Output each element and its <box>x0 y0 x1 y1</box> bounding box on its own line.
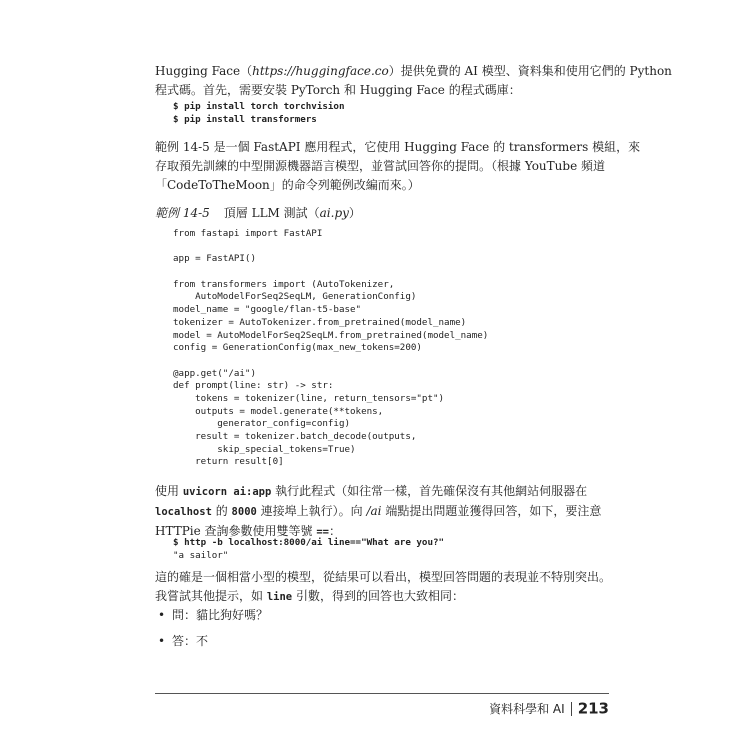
code-line <box>173 241 488 254</box>
code-line <box>173 355 488 368</box>
bullet-icon: • <box>158 608 166 622</box>
code-line: generator_config=config) <box>173 418 351 430</box>
http-command: $ http -b localhost:8000/ai line=="What are you?" <box>173 537 445 548</box>
code-line: result = tokenizer.batch_decode(outputs, <box>173 431 417 442</box>
code-line: @app.get("/ai") <box>173 367 256 379</box>
page-number: 213 <box>577 699 609 718</box>
bullet-text: 問：貓比狗好嗎？ <box>172 608 269 622</box>
caption-filename: ai.py <box>319 206 349 220</box>
page-footer <box>489 698 609 718</box>
code-line: return result[0] <box>173 456 284 468</box>
http-response: "a sailor" <box>173 549 229 561</box>
intro-paragraph <box>155 62 672 100</box>
footer-divider <box>155 693 609 694</box>
intro-text-a: Hugging Face（ <box>155 64 253 78</box>
example-intro-line: 範例 14-5 是一個 FastAPI 應用程式，它使用 Hugging Face 的 transformers 模組，來 <box>155 140 641 154</box>
uvicorn-command: uvicorn ai:app <box>182 486 272 498</box>
conclusion-line: 這的確是一個相當小型的模型，從結果可以看出，模型回答問題的表現並不特別突出。 <box>155 570 612 584</box>
list-item <box>158 606 268 623</box>
intro-text-b: ）提供免費的 AI 模型、資料集和使用它們的 Python <box>388 64 672 78</box>
code-line: AutoModelForSeq2SeqLM, GenerationConfig) <box>173 291 417 303</box>
http-code-block <box>173 537 444 562</box>
code-line: tokens = tokenizer(line, return_tensors="pt") <box>173 392 445 404</box>
example-intro-line: 「CodeToTheMoon」的命令列範例改編而來。） <box>155 178 420 192</box>
line-arg-code: line <box>266 591 293 603</box>
bullet-text: 答：不 <box>172 634 209 648</box>
run-text: 使用 <box>155 484 183 498</box>
footer-separator <box>571 702 572 716</box>
code-line: config = GenerationConfig(max_new_tokens=200) <box>173 342 422 354</box>
code-line: from transformers import (AutoTokenizer, <box>173 278 395 290</box>
run-text: 連接埠上執行）。向 <box>256 504 367 518</box>
code-line: model_name = "google/flan-t5-base" <box>173 304 362 316</box>
install-code-block <box>173 101 344 126</box>
code-line: app = FastAPI() <box>173 253 256 265</box>
example-intro-paragraph <box>155 138 641 195</box>
code-line <box>173 266 488 279</box>
conclusion-text: 我嘗試其他提示，如 <box>155 589 267 603</box>
install-command: $ pip install torch torchvision <box>173 101 345 112</box>
endpoint-path: /ai <box>366 504 382 518</box>
run-text: 的 <box>211 504 232 518</box>
code-line: outputs = model.generate(**tokens, <box>173 405 384 417</box>
caption-close: ） <box>348 206 361 220</box>
bullet-icon: • <box>158 634 166 648</box>
huggingface-url: https://huggingface.co <box>252 64 389 78</box>
localhost-code: localhost <box>155 506 212 518</box>
double-equals-code: == <box>316 526 329 538</box>
code-listing <box>173 228 488 469</box>
conclusion-paragraph <box>155 568 610 607</box>
conclusion-text: 引數，得到的回答也大致相同： <box>292 589 464 603</box>
intro-line-2: 程式碼。首先，需要安裝 PyTorch 和 Hugging Face 的程式碼庫： <box>155 83 521 97</box>
run-line-1 <box>155 482 610 502</box>
example-caption <box>155 204 361 221</box>
chapter-title: 資料科學和 AI <box>489 702 565 716</box>
example-intro-line: 存取預先訓練的中型開源機器語言模型，並嘗試回答你的提問。（根據 YouTube 頻道 <box>155 159 605 173</box>
caption-title: 頂層 LLM 測試（ <box>223 206 320 220</box>
run-line-2 <box>155 502 610 522</box>
code-line: model = AutoModelForSeq2SeqLM.from_pretrained(model_name) <box>173 329 489 341</box>
intro-line-1 <box>155 62 672 81</box>
code-line: skip_special_tokens=True) <box>173 443 356 455</box>
run-text: 執行此程式（如往常一樣，首先確保沒有其他網站伺服器在 <box>271 484 588 498</box>
conclusion-line-2 <box>155 587 610 607</box>
example-number: 範例 14-5 <box>155 206 210 220</box>
code-line: def prompt(line: str) -> str: <box>173 380 334 392</box>
run-paragraph <box>155 482 610 542</box>
install-command: $ pip install transformers <box>173 113 317 125</box>
run-text: HTTPie 查詢參數使用雙等號 <box>155 524 317 538</box>
list-item <box>158 632 208 649</box>
run-text: ： <box>329 524 342 538</box>
code-line: from fastapi import FastAPI <box>173 228 323 239</box>
run-text: 端點提出問題並獲得回答，如下，要注意 <box>381 504 602 518</box>
code-line: tokenizer = AutoTokenizer.from_pretrained(model_name) <box>173 316 467 328</box>
port-code: 8000 <box>231 506 257 518</box>
